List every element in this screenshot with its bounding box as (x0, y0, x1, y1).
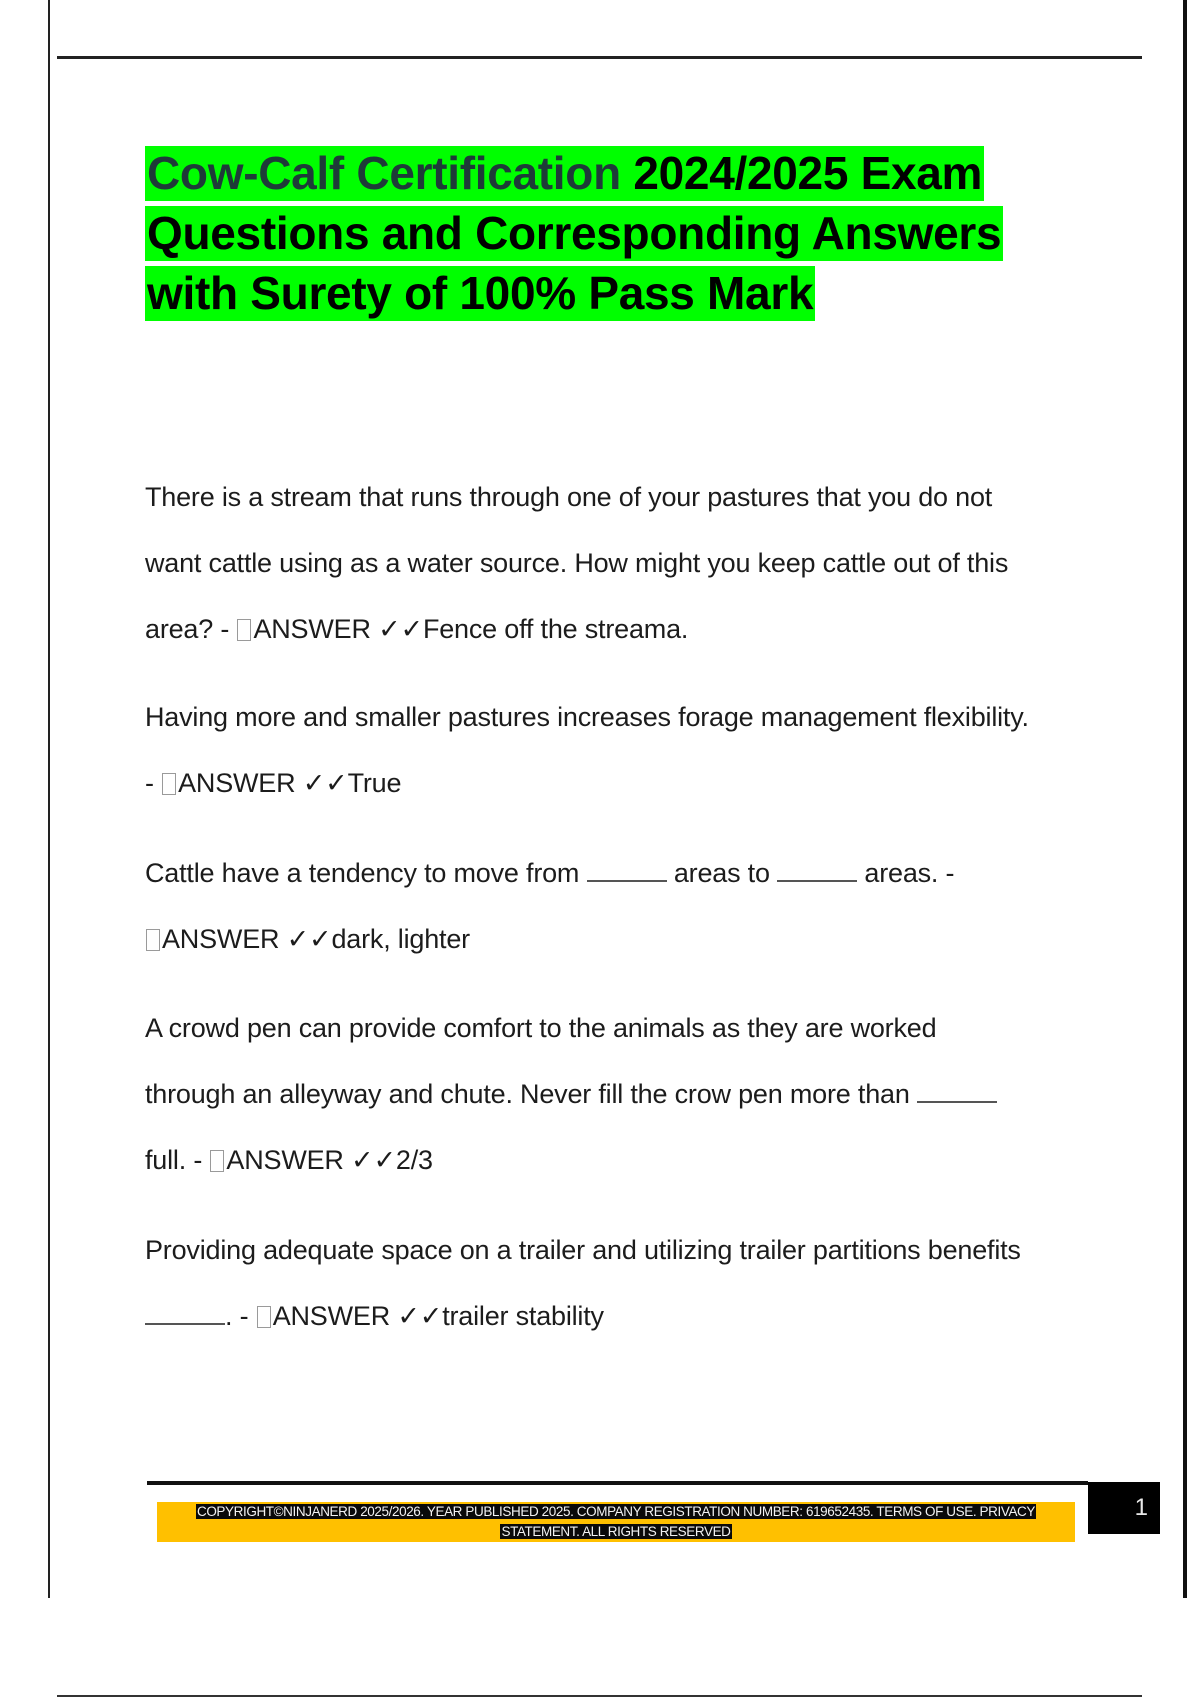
question-text: through an alleyway and chute. Never fill the crow pen more than (145, 1079, 917, 1109)
check-icon: ✓✓ (397, 1301, 443, 1331)
page-border-right (1183, 0, 1187, 1598)
title-line-1 (145, 146, 984, 201)
question-line (145, 858, 1095, 924)
answer-line (145, 768, 1095, 834)
question-line: full. - (145, 1145, 210, 1175)
fill-blank (145, 1301, 225, 1325)
qa-item-2 (145, 702, 1095, 834)
fill-blank (777, 858, 857, 882)
question-line: There is a stream that runs through one of your pastures that you do not (145, 482, 993, 512)
question-line: want cattle using as a water source. How might you keep cattle out of this (145, 548, 1009, 578)
answer-text: trailer stability (442, 1301, 604, 1331)
answer-text: True (347, 768, 402, 798)
qa-item-4 (145, 1013, 1095, 1211)
question-text: areas. - (857, 858, 955, 888)
answer-label: ANSWER (178, 768, 296, 798)
check-icon: ✓✓ (351, 1145, 396, 1175)
check-icon: ✓✓ (302, 768, 348, 798)
question-line: A crowd pen can provide comfort to the animals as they are worked (145, 1013, 937, 1043)
title-line-3: with Surety of 100% Pass Mark (147, 267, 814, 319)
answer-label: ANSWER (272, 1301, 391, 1331)
answer-label: ANSWER (253, 614, 371, 644)
footer-copyright (157, 1502, 1075, 1542)
qa-item-1 (145, 482, 1095, 680)
fill-blank (587, 858, 667, 882)
question-line: Providing adequate space on a trailer and utilizing trailer partitions benefits (145, 1235, 1021, 1265)
missing-glyph-icon (162, 773, 176, 795)
fill-blank (917, 1079, 997, 1103)
title-subject: Cow-Calf Certification (147, 147, 621, 199)
answer-line (145, 924, 1095, 990)
page-border-left (48, 0, 50, 1598)
missing-glyph-icon (146, 929, 160, 951)
question-line: area? - (145, 614, 237, 644)
answer-line (145, 614, 1095, 680)
answer-label: ANSWER (226, 1145, 344, 1175)
answer-text: dark, lighter (331, 924, 470, 954)
answer-label: ANSWER (162, 924, 280, 954)
answer-text: 2/3 (395, 1145, 433, 1175)
title-year: 2024/2025 Exam (620, 147, 983, 199)
qa-item-3 (145, 858, 1095, 990)
question-line (145, 1079, 1095, 1145)
document-title (145, 146, 1003, 326)
missing-glyph-icon (257, 1306, 271, 1328)
question-line: . - (225, 1301, 256, 1331)
page-number: 1 (1088, 1482, 1160, 1534)
missing-glyph-icon (237, 619, 251, 641)
question-text: Cattle have a tendency to move from (145, 858, 587, 888)
title-line-2: Questions and Corresponding Answers (147, 207, 1002, 259)
question-text: areas to (666, 858, 778, 888)
answer-text: Fence off the streama. (422, 614, 689, 644)
copyright-line-2: STATEMENT. ALL RIGHTS RESERVED (501, 1524, 731, 1539)
header-rule (57, 56, 1142, 59)
check-icon: ✓✓ (378, 614, 423, 644)
copyright-line-1: COPYRIGHT©NINJANERD 2025/2026. YEAR PUBLISHED 2025. COMPANY REGISTRATION NUMBER: 619652435. TERMS OF USE. PRIVACY (196, 1504, 1036, 1519)
answer-line (145, 1145, 1095, 1211)
check-icon: ✓✓ (286, 924, 332, 954)
qa-item-5 (145, 1235, 1095, 1367)
footer-rule (147, 1481, 1088, 1485)
missing-glyph-icon (210, 1150, 224, 1172)
question-line: Having more and smaller pastures increases forage management flexibility. (145, 702, 1029, 732)
page-separator-rule (57, 1695, 1142, 1697)
answer-line (145, 1301, 1095, 1367)
question-line: - (145, 768, 162, 798)
